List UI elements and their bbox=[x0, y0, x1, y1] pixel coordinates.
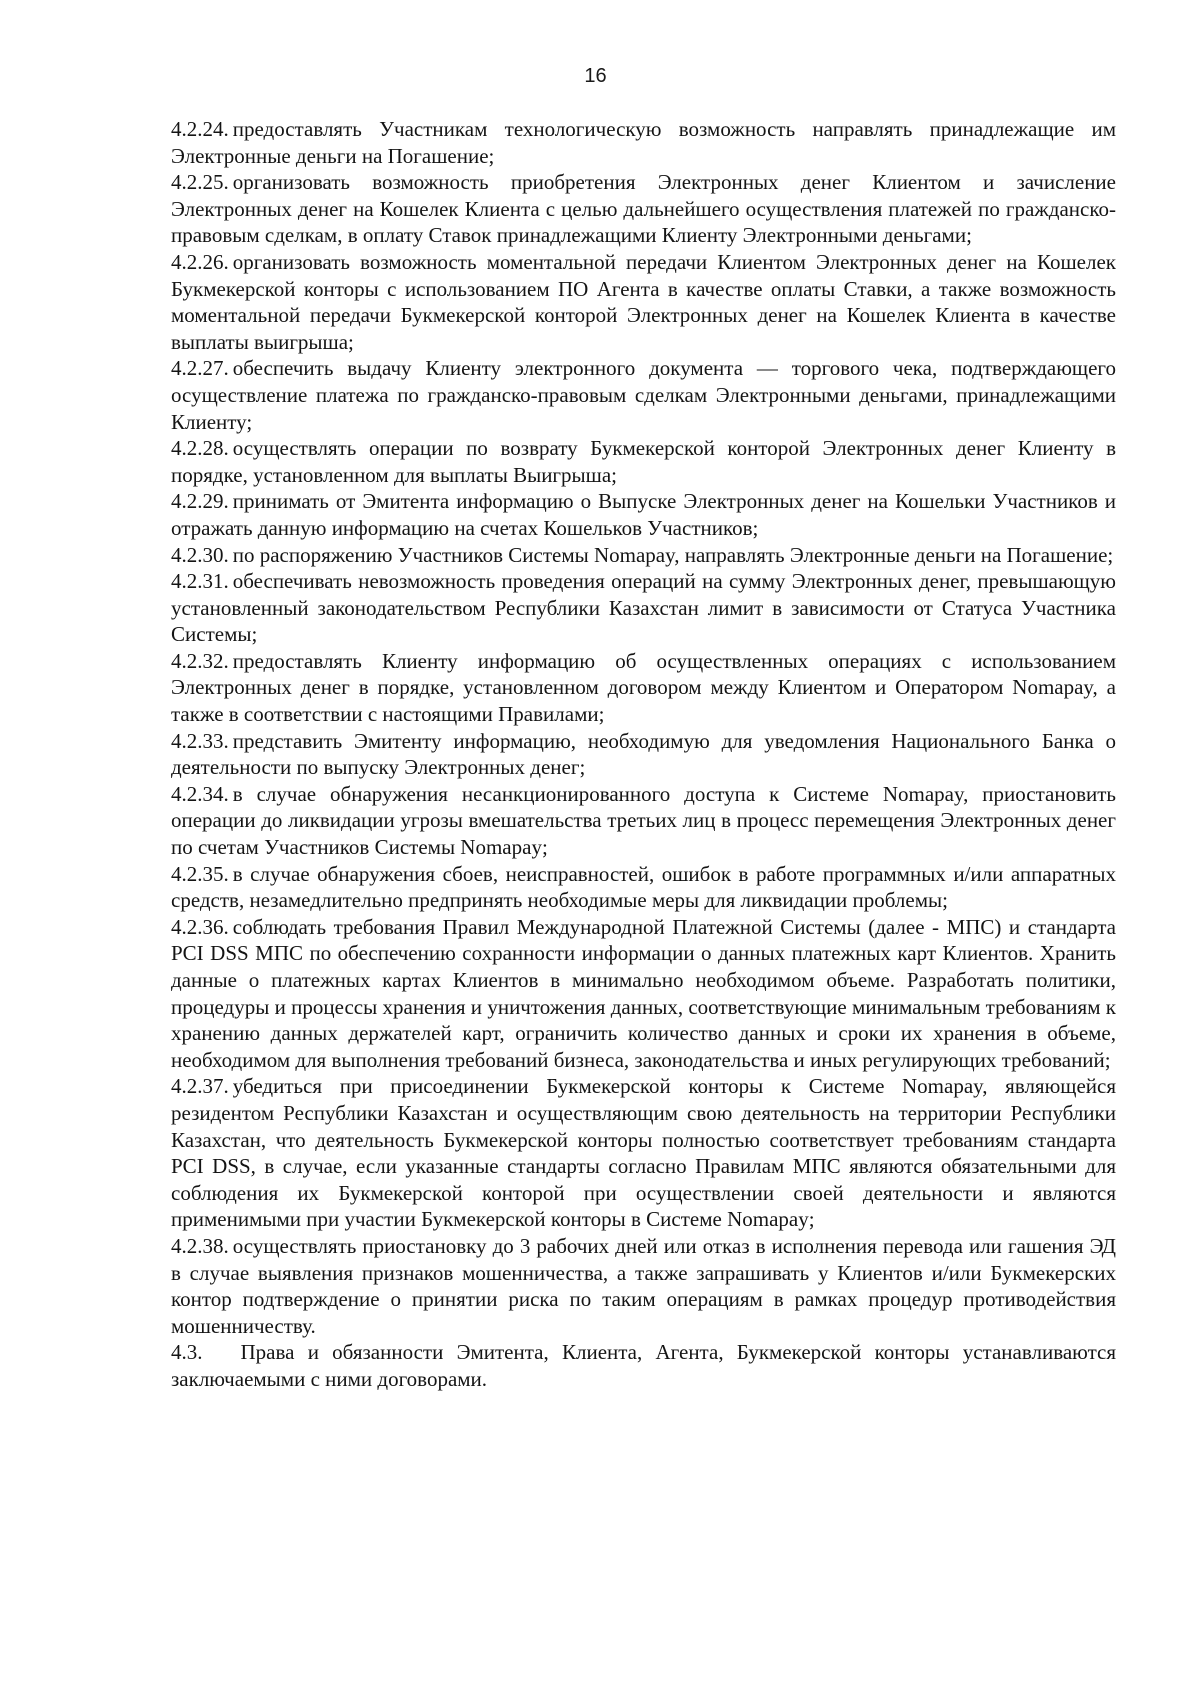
clause-number: 4.2.29. bbox=[171, 489, 229, 514]
clause-number: 4.2.26. bbox=[171, 249, 229, 274]
clause-4-2-26 bbox=[171, 249, 1116, 355]
clause-number: 4.2.31. bbox=[171, 569, 229, 594]
clause-4-2-37 bbox=[171, 1073, 1116, 1233]
clause-number: 4.2.33. bbox=[171, 728, 229, 753]
clause-number: 4.2.35. bbox=[171, 861, 229, 886]
clause-4-2-25 bbox=[171, 169, 1116, 249]
clause-text: в случае обнаружения несанкционированного доступа к Системе Nomapay, приостановить операции до ликвидации угрозы вмешательства третьих лиц в процесс перемещения Электронных денег по счетам Участников Системы Nomapay; bbox=[171, 781, 1116, 860]
clause-number: 4.2.38. bbox=[171, 1233, 229, 1258]
clause-4-2-33 bbox=[171, 728, 1116, 781]
clause-4-2-31 bbox=[171, 568, 1116, 648]
clause-4-2-34 bbox=[171, 781, 1116, 861]
clause-text: обеспечить выдачу Клиенту электронного документа — торгового чека, подтверждающего осуществление платежа по гражданско-правовым сделкам Электронными деньгами, принадлежащими Клиенту; bbox=[171, 356, 1116, 434]
clause-text: представить Эмитенту информацию, необходимую для уведомления Национального Банка о деятельности по выпуску Электронных денег; bbox=[171, 728, 1116, 780]
clause-text: принимать от Эмитента информацию о Выпуске Электронных денег на Кошельки Участников и отражать данную информацию на счетах Кошельков Участников; bbox=[171, 489, 1116, 540]
document-body bbox=[171, 116, 1116, 1393]
clause-number: 4.2.36. bbox=[171, 914, 229, 939]
clause-4-2-36 bbox=[171, 914, 1116, 1074]
clause-number: 4.2.25. bbox=[171, 170, 229, 195]
clause-text: предоставлять Клиенту информацию об осуществленных операциях с использованием Электронных денег в порядке, установленном договором между Клиентом и Оператором Nomapay, а также в соответствии с настоящими Правилами; bbox=[171, 648, 1116, 727]
clause-text: в случае обнаружения сбоев, неисправностей, ошибок в работе программных и/или аппаратных средств, незамедлительно предпринять необходимые меры для ликвидации проблемы; bbox=[171, 861, 1116, 913]
clause-text: организовать возможность приобретения Электронных денег Клиентом и зачисление Электронных денег на Кошелек Клиента с целью дальнейшего осуществления платежей по гражданско-правовым сделкам, в оплату Ставок принадлежащими Клиенту Электронными деньгами; bbox=[171, 170, 1116, 248]
clause-text: предоставлять Участникам технологическую возможность направлять принадлежащие им Электронные деньги на Погашение; bbox=[171, 117, 1116, 168]
page-number: 16 bbox=[584, 65, 607, 87]
clause-text: убедиться при присоединении Букмекерской конторы к Системе Nomapay, являющейся резидентом Республики Казахстан и осуществляющим свою деятельность на территории Республики Казахстан, что деятельность Букмекерской конторы полностью соответствует требованиям стандарта PCI DSS, в случае, если указанные стандарты согласно Правилам МПС являются обязательными для соблюдения их Букмекерской конторой при осуществлении своей деятельности и являются применимыми при участии Букмекерской конторы в Системе Nomapay; bbox=[171, 1074, 1116, 1232]
clause-number: 4.2.24. bbox=[171, 117, 229, 141]
clause-number: 4.2.30. bbox=[171, 542, 229, 567]
clause-4-2-35 bbox=[171, 861, 1116, 914]
clause-number: 4.2.34. bbox=[171, 781, 229, 806]
clause-text: Права и обязанности Эмитента, Клиента, Агента, Букмекерской конторы устанавливаются заключаемыми с ними договорами. bbox=[171, 1340, 1116, 1391]
clause-4-2-32 bbox=[171, 648, 1116, 728]
clause-text: осуществлять операции по возврату Букмекерской конторой Электронных денег Клиенту в порядке, установленном для выплаты Выигрыша; bbox=[171, 436, 1116, 487]
clause-number: 4.2.27. bbox=[171, 356, 229, 381]
clause-4-2-38 bbox=[171, 1233, 1116, 1339]
clause-number: 4.2.32. bbox=[171, 648, 229, 673]
clause-4-2-28 bbox=[171, 435, 1116, 488]
clause-4-2-27 bbox=[171, 355, 1116, 435]
clause-text: осуществлять приостановку до 3 рабочих дней или отказ в исполнения перевода или гашения ЭД в случае выявления признаков мошенничества, а также запрашивать у Клиентов и/или Букмекерских контор подтверждение о принятии риска по таким операциям в рамках процедур противодействия мошенничеству. bbox=[171, 1233, 1116, 1338]
clause-number: 4.2.28. bbox=[171, 436, 229, 461]
clause-text: организовать возможность моментальной передачи Клиентом Электронных денег на Кошелек Букмекерской конторы с использованием ПО Агента в качестве оплаты Ставки, а также возможность моментальной передачи Букмекерской конторой Электронных денег на Кошелек Клиента в качестве выплаты выигрыша; bbox=[171, 249, 1116, 354]
clause-text: по распоряжению Участников Системы Nomapay, направлять Электронные деньги на Погашение; bbox=[232, 542, 1114, 567]
clause-4-3 bbox=[171, 1339, 1116, 1392]
clause-number: 4.3. bbox=[171, 1340, 203, 1365]
clause-4-2-24 bbox=[171, 116, 1116, 169]
clause-text: соблюдать требования Правил Международной Платежной Системы (далее - МПС) и стандарта PCI DSS МПС по обеспечению сохранности информации о данных платежных карт Клиентов. Хранить данные о платежных картах Клиентов в минимально необходимом объеме. Разработать политики, процедуры и процессы хранения и уничтожения данных, соответствующие минимальным требованиям к хранению данных держателей карт, ограничить количество данных и сроки их хранения в объеме, необходимом для выполнения требований бизнеса, законодательства и иных регулирующих требований; bbox=[171, 914, 1116, 1072]
clause-text: обеспечивать невозможность проведения операций на сумму Электронных денег, превышающую установленный законодательством Республики Казахстан лимит в зависимости от Статуса Участника Системы; bbox=[171, 569, 1116, 647]
clause-number: 4.2.37. bbox=[171, 1074, 229, 1099]
clause-4-2-29 bbox=[171, 488, 1116, 541]
clause-4-2-30 bbox=[171, 542, 1116, 569]
